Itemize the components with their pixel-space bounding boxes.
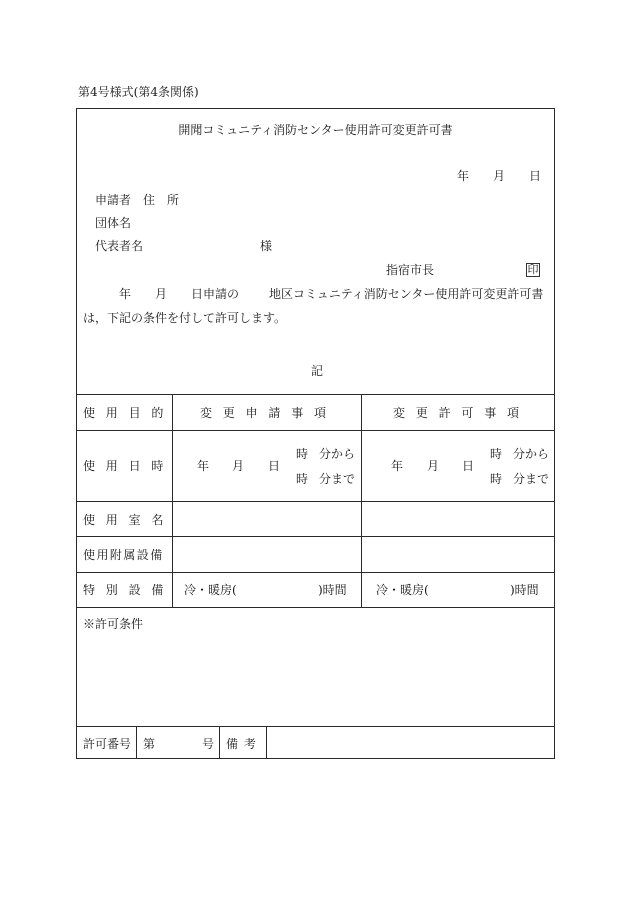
seal-mark: 印 [527, 263, 539, 276]
footer-col-rule-1 [136, 726, 137, 759]
permit-end-hour: 時 [490, 472, 503, 486]
request-end-hour: 時 [296, 472, 309, 486]
permit-number-dai: 第 [143, 737, 156, 751]
honorific: 様 [260, 239, 273, 253]
permit-aircon-close: )時間 [510, 583, 539, 597]
datetime-label: 使用日時 [83, 459, 175, 473]
remarks-label: 備考 [226, 737, 263, 751]
footer-col-rule-3 [266, 726, 267, 759]
issuer-name: 指宿市長 [386, 263, 435, 277]
address-label: 住 所 [143, 193, 180, 207]
permit-month: 月 [427, 459, 440, 473]
body-year: 年 [119, 287, 132, 301]
form-number: 第4号様式(第4条関係) [78, 85, 199, 99]
applicant-label: 申請者 [95, 193, 132, 207]
row-rule-1 [77, 430, 554, 431]
row-rule-4 [77, 572, 554, 573]
body-line2: は，下記の条件を付して許可します。 [83, 311, 287, 325]
table-top-rule [77, 394, 554, 395]
ki-label: 記 [311, 364, 324, 378]
col-rule-2 [361, 394, 362, 607]
permit-number-label: 許可番号 [83, 737, 132, 751]
body-district-text: 地区コミュニティ消防センター使用許可変更許可書 [269, 287, 544, 301]
permit-start-suffix: 分から [513, 447, 550, 461]
col-rule-1 [172, 394, 173, 607]
permit-day: 日 [462, 459, 475, 473]
row-rule-5 [77, 607, 554, 608]
request-day: 日 [268, 459, 281, 473]
permit-number-go: 号 [202, 737, 215, 751]
request-start-suffix: 分から [319, 447, 356, 461]
permit-start-hour: 時 [490, 447, 503, 461]
body-day-applied: 日申請の [191, 287, 240, 301]
change-permit-header: 変更許可事項 [393, 406, 530, 420]
date-year-label: 年 [457, 169, 470, 183]
room-label: 使用室名 [83, 513, 175, 527]
body-month: 月 [155, 287, 168, 301]
request-end-suffix: 分まで [319, 472, 356, 486]
row-rule-2 [77, 501, 554, 502]
purpose-label: 使用目的 [83, 406, 175, 420]
permit-end-suffix: 分まで [513, 472, 550, 486]
permit-aircon-open: 冷・暖房( [376, 583, 429, 597]
form-title: 開聞コミュニティ消防センター使用許可変更許可書 [178, 123, 453, 137]
footer-rule [77, 726, 554, 727]
request-start-hour: 時 [296, 447, 309, 461]
row-rule-3 [77, 536, 554, 537]
change-request-header: 変更申請事項 [200, 406, 337, 420]
permit-year: 年 [391, 459, 404, 473]
equipment-label: 使用附属設備 [83, 548, 164, 562]
request-aircon-open: 冷・暖房( [184, 583, 237, 597]
conditions-label: ※許可条件 [83, 617, 144, 631]
request-month: 月 [232, 459, 245, 473]
request-aircon-close: )時間 [318, 583, 347, 597]
permit-form [76, 108, 555, 759]
date-month-label: 月 [493, 169, 506, 183]
request-year: 年 [197, 459, 210, 473]
representative-label: 代表者名 [95, 239, 144, 253]
group-name-label: 団体名 [95, 216, 132, 230]
date-day-label: 日 [529, 169, 542, 183]
special-equipment-label: 特別設備 [83, 583, 175, 597]
footer-col-rule-2 [219, 726, 220, 759]
